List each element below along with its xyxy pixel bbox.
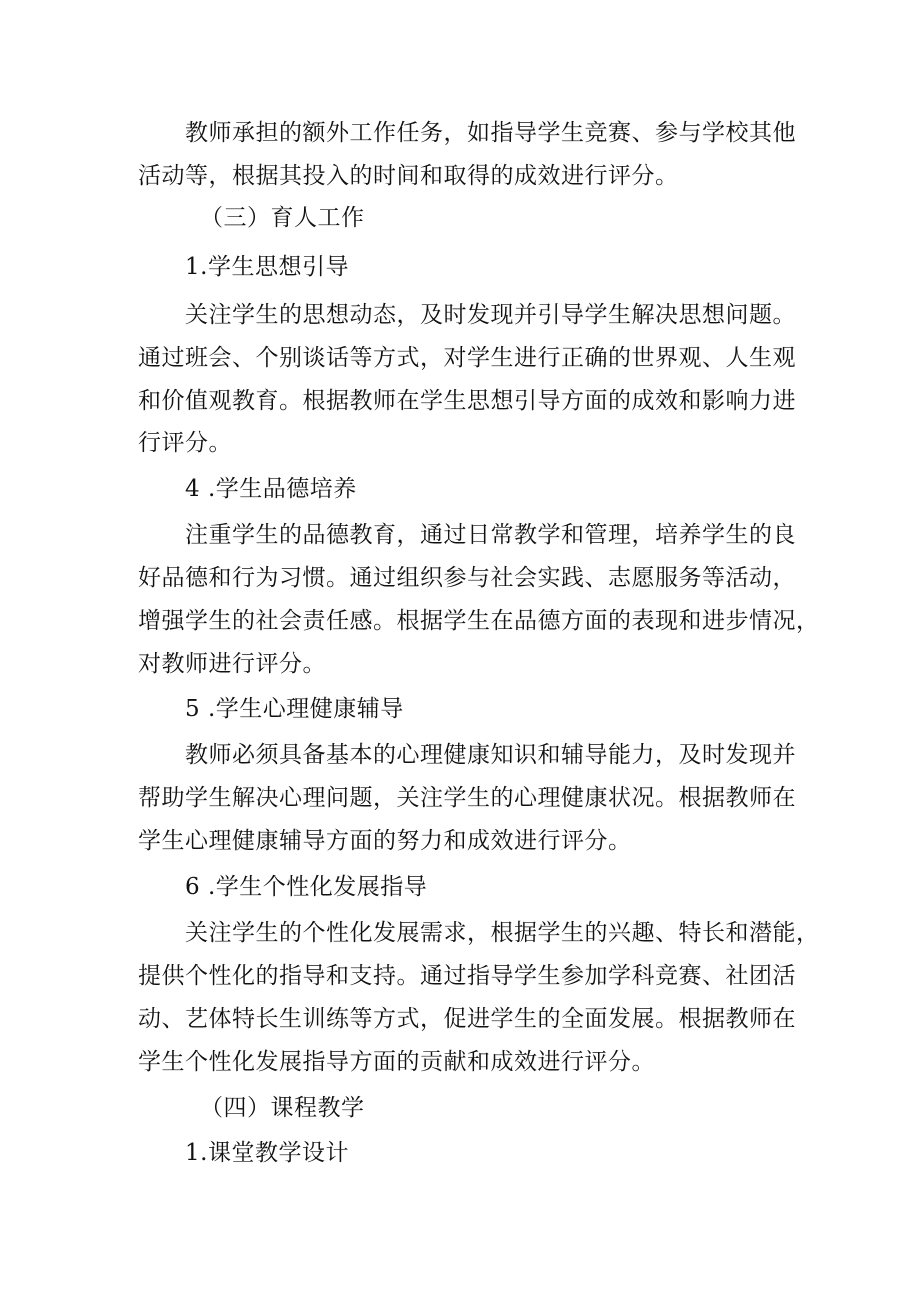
section-heading-3: （三）育人工作 xyxy=(200,205,365,231)
paragraph-thought-line-2: 通过班会、个别谈话等方式，对学生进行正确的世界观、人生观 xyxy=(138,345,796,371)
paragraph-personalized-line-2: 提供个性化的指导和支持。通过指导学生参加学科竞赛、社团活 xyxy=(138,963,796,989)
paragraph-moral-line-2: 好品德和行为习惯。通过组织参与社会实践、志愿服务等活动， xyxy=(138,565,796,591)
paragraph-thought-line-4: 行评分。 xyxy=(138,430,232,456)
section-heading-4: （四）课程教学 xyxy=(200,1095,365,1121)
subheading-lesson-design: 1.课堂教学设计 xyxy=(185,1140,349,1166)
paragraph-moral-line-1: 注重学生的品德教育，通过日常教学和管理，培养学生的良 xyxy=(185,522,796,548)
paragraph-extra-tasks-line-2: 活动等，根据其投入的时间和取得的成效进行评分。 xyxy=(138,163,679,189)
paragraph-personalized-line-4: 学生个性化发展指导方面的贡献和成效进行评分。 xyxy=(138,1049,655,1075)
paragraph-extra-tasks-line-1: 教师承担的额外工作任务，如指导学生竞赛、参与学校其他 xyxy=(185,120,796,146)
paragraph-thought-line-3: 和价值观教育。根据教师在学生思想引导方面的成效和影响力进 xyxy=(138,388,796,414)
paragraph-mental-line-2: 帮助学生解决心理问题，关注学生的心理健康状况。根据教师在 xyxy=(138,785,796,811)
paragraph-thought-line-1: 关注学生的思想动态，及时发现并引导学生解决思想问题。 xyxy=(185,302,796,328)
paragraph-personalized-line-1: 关注学生的个性化发展需求，根据学生的兴趣、特长和潜能， xyxy=(185,920,820,946)
paragraph-mental-line-1: 教师必须具备基本的心理健康知识和辅导能力，及时发现并 xyxy=(185,742,796,768)
paragraph-mental-line-3: 学生心理健康辅导方面的努力和成效进行评分。 xyxy=(138,828,632,854)
paragraph-personalized-line-3: 动、艺体特长生训练等方式，促进学生的全面发展。根据教师在 xyxy=(138,1006,796,1032)
subheading-thought-guidance: 1.学生思想引导 xyxy=(185,254,349,280)
subheading-moral-cultivation: 4 .学生品德培养 xyxy=(185,476,357,502)
paragraph-moral-line-4: 对教师进行评分。 xyxy=(138,651,326,677)
subheading-mental-health: 5 .学生心理健康辅导 xyxy=(185,696,404,722)
subheading-personalized-development: 6 .学生个性化发展指导 xyxy=(185,874,428,900)
paragraph-moral-line-3: 增强学生的社会责任感。根据学生在品德方面的表现和进步情况， xyxy=(138,608,820,634)
